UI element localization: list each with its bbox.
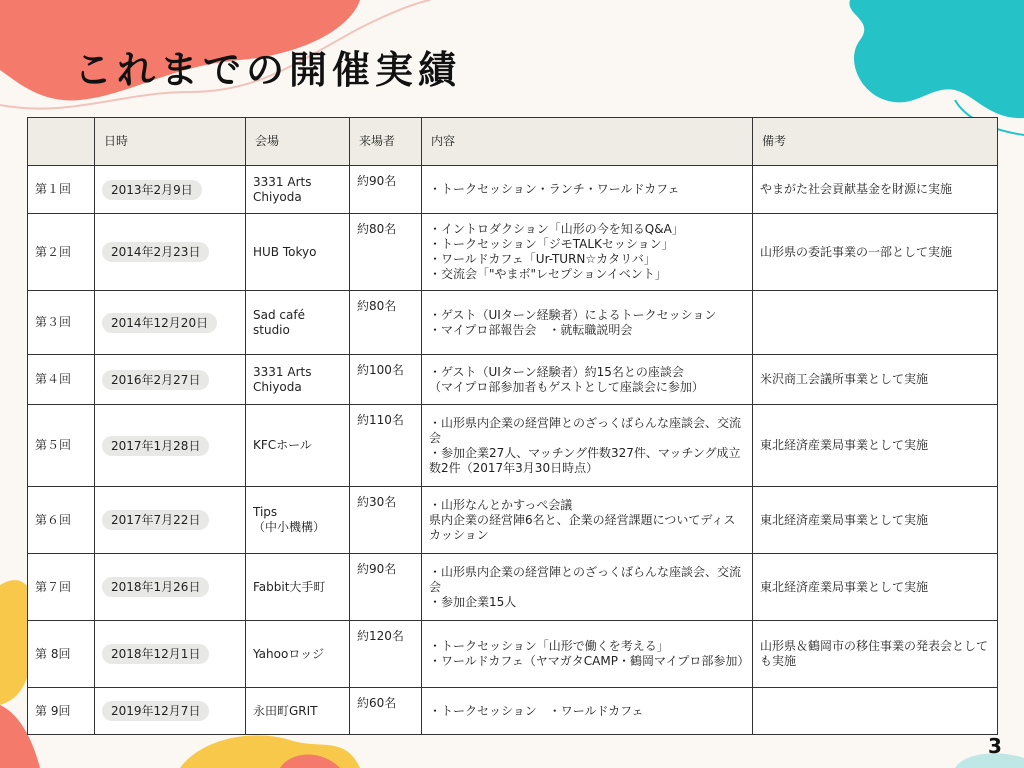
event-content-cell bbox=[422, 291, 753, 355]
event-content-cell bbox=[422, 688, 753, 735]
event-note-cell: 東北経済産業局事業として実施 bbox=[753, 487, 998, 554]
event-note-cell bbox=[753, 291, 998, 355]
event-date-cell bbox=[95, 405, 246, 487]
table-row bbox=[28, 291, 998, 355]
event-venue-cell: Yahooロッジ bbox=[246, 621, 350, 688]
content-line: ・マイプロ部報告会 ・就転職説明会 bbox=[429, 322, 633, 337]
content-line: ・山形県内企業の経営陣とのざっくばらんな座談会、交流会 bbox=[429, 415, 742, 445]
header-cell-visitors: 来場者 bbox=[350, 118, 422, 166]
event-content-cell bbox=[422, 166, 753, 214]
content-line: ・参加企業15人 bbox=[429, 594, 517, 609]
event-content-cell bbox=[422, 355, 753, 405]
content-line: ・ゲスト（UIターン経験者）によるトークセッション bbox=[429, 307, 717, 322]
table-row bbox=[28, 554, 998, 621]
date-pill: 2018年1月26日 bbox=[102, 577, 209, 597]
event-content-cell bbox=[422, 621, 753, 688]
teal-blob-top-right bbox=[849, 0, 1024, 118]
event-visitors-cell: 約120名 bbox=[350, 621, 422, 688]
event-number-cell: 第２回 bbox=[28, 214, 95, 291]
table-row bbox=[28, 487, 998, 554]
event-visitors-cell: 約30名 bbox=[350, 487, 422, 554]
date-pill: 2017年7月22日 bbox=[102, 510, 209, 530]
date-pill: 2014年2月23日 bbox=[102, 242, 209, 262]
content-line: ・トークセッション・ランチ・ワールドカフェ bbox=[429, 182, 680, 196]
table-header-row bbox=[28, 118, 998, 166]
event-note-cell: 東北経済産業局事業として実施 bbox=[753, 554, 998, 621]
event-venue-cell: 3331 Arts Chiyoda bbox=[246, 166, 350, 214]
event-venue-cell: 永田町GRIT bbox=[246, 688, 350, 735]
table-row bbox=[28, 214, 998, 291]
event-content-cell bbox=[422, 214, 753, 291]
event-note-cell bbox=[753, 688, 998, 735]
event-date-cell bbox=[95, 621, 246, 688]
table-row bbox=[28, 166, 998, 214]
event-visitors-cell: 約90名 bbox=[350, 554, 422, 621]
content-line: ・参加企業27人、マッチング件数327件、マッチング成立数2件（2017年3月30日時点） bbox=[429, 445, 741, 475]
header-cell-date: 日時 bbox=[95, 118, 246, 166]
content-line: （マイプロ部参加者もゲストとして座談会に参加） bbox=[429, 379, 704, 394]
event-visitors-cell: 約90名 bbox=[350, 166, 422, 214]
event-content-cell bbox=[422, 554, 753, 621]
page-title: これまでの開催実績 bbox=[74, 48, 462, 92]
event-visitors-cell: 約110名 bbox=[350, 405, 422, 487]
content-line: ・山形県内企業の経営陣とのざっくばらんな座談会、交流会 bbox=[429, 564, 742, 594]
event-note-cell: 山形県の委託事業の一部として実施 bbox=[753, 214, 998, 291]
content-line: ・トークセッション「山形で働くを考える」 bbox=[429, 639, 669, 653]
content-line: ・ワールドカフェ（ヤマガタCAMP・鶴岡マイプロ部参加） bbox=[429, 654, 750, 668]
event-venue-cell: Fabbit大手町 bbox=[246, 554, 350, 621]
table-row bbox=[28, 405, 998, 487]
event-venue-cell: Tips （中小機構） bbox=[246, 487, 350, 554]
event-number-cell: 第７回 bbox=[28, 554, 95, 621]
event-content-cell bbox=[422, 487, 753, 554]
event-note-cell: 山形県＆鶴岡市の移住事業の発表会としても実施 bbox=[753, 621, 998, 688]
event-visitors-cell: 約100名 bbox=[350, 355, 422, 405]
event-number-cell: 第 8回 bbox=[28, 621, 95, 688]
content-line: 県内企業の経営陣6名と、企業の経営課題についてディスカッション bbox=[429, 512, 736, 542]
header-cell-venue: 会場 bbox=[246, 118, 350, 166]
event-number-cell: 第 9回 bbox=[28, 688, 95, 735]
event-note-cell: 東北経済産業局事業として実施 bbox=[753, 405, 998, 487]
event-date-cell bbox=[95, 688, 246, 735]
event-number-cell: 第４回 bbox=[28, 355, 95, 405]
date-pill: 2014年12月20日 bbox=[102, 313, 217, 333]
event-visitors-cell: 約80名 bbox=[350, 291, 422, 355]
table-row bbox=[28, 621, 998, 688]
event-venue-cell: Sad café studio bbox=[246, 291, 350, 355]
content-line: ・イントロダクション「山形の今を知るQ&A」 bbox=[429, 222, 684, 236]
event-visitors-cell: 約80名 bbox=[350, 214, 422, 291]
date-pill: 2017年1月28日 bbox=[102, 436, 209, 456]
event-content-cell bbox=[422, 405, 753, 487]
event-date-cell bbox=[95, 355, 246, 405]
event-number-cell: 第６回 bbox=[28, 487, 95, 554]
date-pill: 2018年12月1日 bbox=[102, 644, 209, 664]
event-date-cell bbox=[95, 291, 246, 355]
event-date-cell bbox=[95, 487, 246, 554]
event-venue-cell: KFCホール bbox=[246, 405, 350, 487]
date-pill: 2016年2月27日 bbox=[102, 370, 209, 390]
content-line: ・交流会「"やまボ"レセプションイベント」 bbox=[429, 267, 667, 281]
content-line: ・トークセッション「ジモTALKセッション」 bbox=[429, 237, 674, 251]
events-table bbox=[27, 117, 998, 735]
event-number-cell: 第３回 bbox=[28, 291, 95, 355]
content-line: ・ゲスト（UIターン経験者）約15名との座談会 bbox=[429, 364, 684, 379]
date-pill: 2013年2月9日 bbox=[102, 180, 202, 200]
header-cell-content: 内容 bbox=[422, 118, 753, 166]
event-venue-cell: 3331 Arts Chiyoda bbox=[246, 355, 350, 405]
content-line: ・トークセッション ・ワールドカフェ bbox=[429, 703, 644, 718]
event-note-cell: やまがた社会貢献基金を財源に実施 bbox=[753, 166, 998, 214]
event-number-cell: 第１回 bbox=[28, 166, 95, 214]
event-note-cell: 米沢商工会議所事業として実施 bbox=[753, 355, 998, 405]
event-venue-cell: HUB Tokyo bbox=[246, 214, 350, 291]
content-line: ・山形なんとかすっぺ会議 bbox=[429, 497, 573, 512]
table-row bbox=[28, 355, 998, 405]
date-pill: 2019年12月7日 bbox=[102, 701, 209, 721]
event-date-cell bbox=[95, 554, 246, 621]
content-line: ・ワールドカフェ「Ur-TURN☆カタリバ」 bbox=[429, 252, 656, 266]
header-cell-notes: 備考 bbox=[753, 118, 998, 166]
event-number-cell: 第５回 bbox=[28, 405, 95, 487]
event-date-cell bbox=[95, 214, 246, 291]
table-row bbox=[28, 688, 998, 735]
header-cell-number bbox=[28, 118, 95, 166]
page-number: 3 bbox=[988, 734, 1002, 758]
event-date-cell bbox=[95, 166, 246, 214]
event-visitors-cell: 約60名 bbox=[350, 688, 422, 735]
